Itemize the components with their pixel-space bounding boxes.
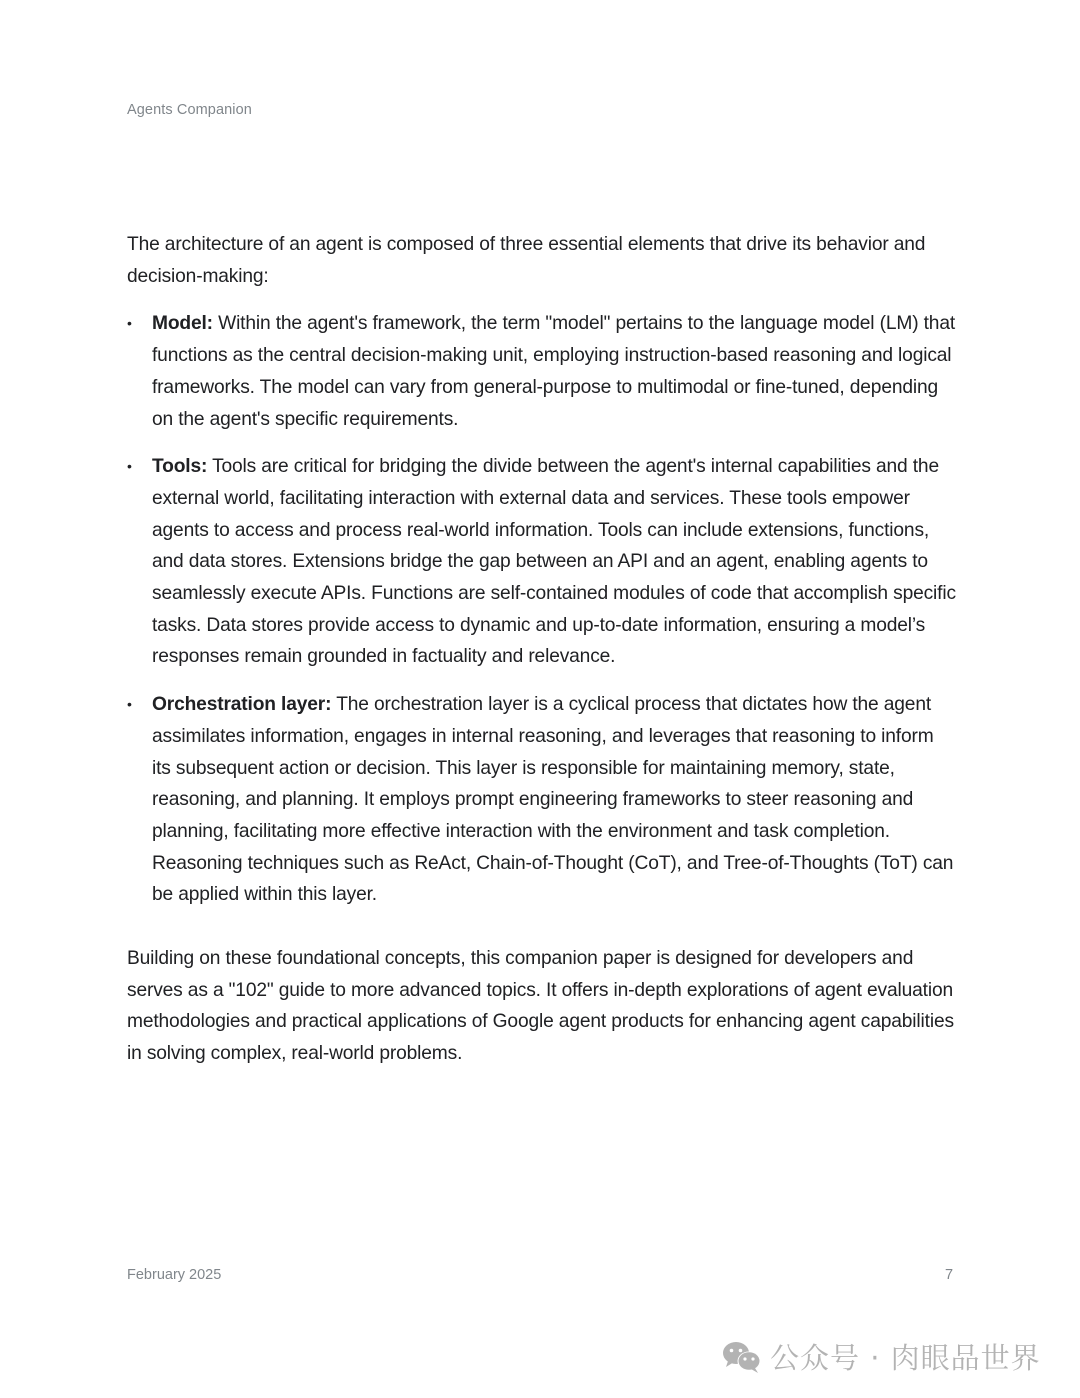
- bullet-icon: •: [127, 696, 132, 713]
- bullet-icon: •: [127, 315, 132, 332]
- list-item-model: [127, 308, 957, 435]
- footer-date: February 2025: [127, 1267, 222, 1283]
- closing-paragraph: Building on these foundational concepts, this companion paper is designed for developers and serves as a "102" guide to more advanced topics. It offers in-depth explorations of agent evaluation methodologies and practical applications of Google agent products for enhancing agent capabilities in solving complex, real-world problems.: [127, 948, 954, 1065]
- list-item-orchestration-layer: [127, 689, 957, 911]
- list-item-tools: [127, 451, 957, 673]
- watermark: [722, 1336, 1041, 1377]
- term-label: Model:: [152, 313, 213, 335]
- term-description: The orchestration layer is a cyclical process that dictates how the agent assimilates information, engages in internal reasoning, and leverages that reasoning to inform its subsequent action or decision. This layer is responsible for maintaining memory, state, reasoning, and planning. It employs prompt engineering frameworks to steer reasoning and planning, facilitating more effective interaction with the environment and task completion. Reasoning techniques such as ReAct, Chain-of-Thought (CoT), and Tree-of-Thoughts (ToT) can be applied within this layer.: [152, 694, 954, 906]
- intro-paragraph: The architecture of an agent is composed of three essential elements that drive its behavior and decision-making:: [127, 234, 926, 287]
- watermark-text: 公众号 · 肉眼品世界: [770, 1341, 1041, 1375]
- term-label: Tools:: [152, 456, 208, 478]
- page-content: [127, 229, 957, 1070]
- term-description: Tools are critical for bridging the divide between the agent's internal capabilities and the external world, facilitating interaction with external data and services. These tools empower agents to access and process real-world information. Tools can include extensions, functions, and data stores. Extensions bridge the gap between an API and an agent, enabling agents to seamlessly execute APIs. Functions are self-contained modules of code that accomplish specific tasks. Data stores provide access to dynamic and up-to-date information, ensuring a model’s responses remain grounded in factuality and relevance.: [152, 456, 956, 668]
- term-description: Within the agent's framework, the term "model" pertains to the language model (LM) that functions as the central decision-making unit, employing instruction-based reasoning and logical frameworks. The model can vary from general-purpose to multimodal or fine-tuned, depending on the agent's specific requirements.: [152, 313, 956, 430]
- bullet-icon: •: [127, 458, 132, 475]
- page-number: 7: [945, 1267, 954, 1283]
- running-header: Agents Companion: [127, 102, 252, 118]
- agent-elements-list: [127, 308, 957, 911]
- term-label: Orchestration layer:: [152, 694, 332, 716]
- wechat-icon: [722, 1340, 762, 1374]
